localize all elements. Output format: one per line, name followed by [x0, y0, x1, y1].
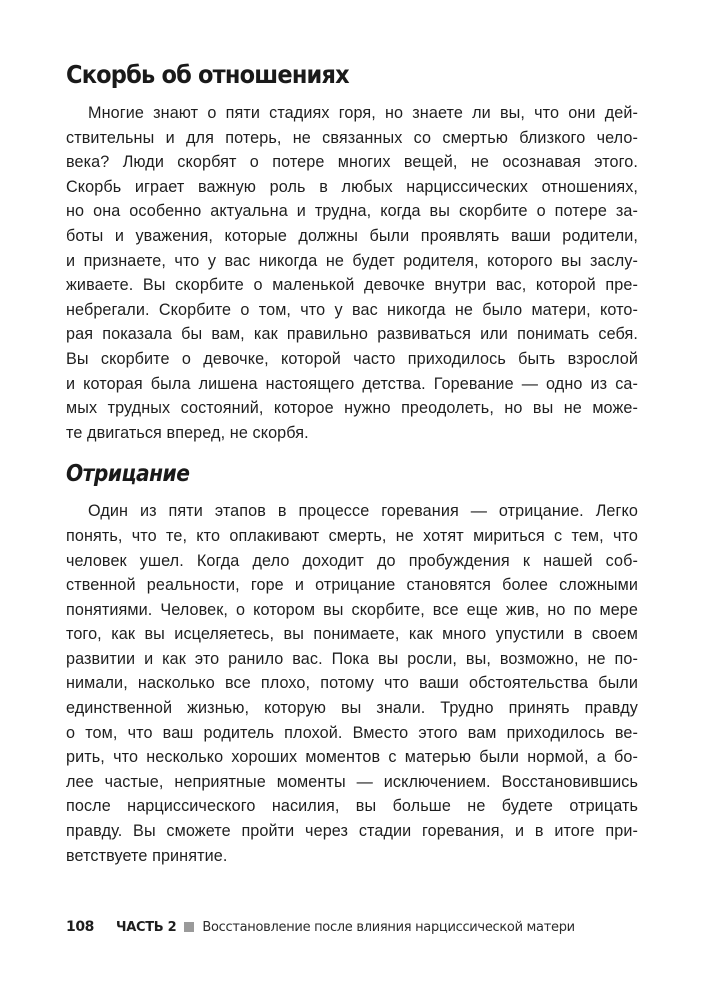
page-number: 108 [66, 919, 95, 935]
text-line: человек ушел. Когда дело доходит до пробуждения к нашей соб- [66, 551, 638, 570]
text-line: и которая была лишена настоящего детства. Горевание — одно из са- [66, 374, 638, 393]
text-line: небрегали. Скорбите о том, что у вас никогда не было матери, кото- [66, 300, 638, 319]
text-line: мых трудных состояний, которое нужно преодолеть, но вы не може- [66, 399, 638, 418]
text-line: после нарциссического насилия, вы больше не будете отрицать [66, 797, 638, 816]
text-line: боты и уважения, которые должны были проявлять ваши родители, [66, 226, 638, 245]
text-line: Скорбь играет важную роль в любых нарциссических отношениях, [66, 177, 638, 196]
text-line: рить, что несколько хороших моментов с матерью были нормой, а бо- [66, 748, 638, 767]
text-line: того, как вы исцеляетесь, вы понимаете, как много упустили в своем [66, 625, 638, 644]
text-line: Многие знают о пяти стадиях горя, но знаете ли вы, что они дей- [88, 104, 638, 122]
page-content [66, 58, 638, 868]
text-line: Вы скорбите о девочке, которой часто приходилось быть взрослой [66, 349, 638, 368]
text-line: лее частые, неприятные моменты — исключением. Восстановившись [66, 772, 638, 791]
text-line: живаете. Вы скорбите о маленькой девочке внутри вас, которой пре- [66, 276, 638, 295]
text-line: ственной реальности, горе и отрицание становятся более сложными [66, 576, 638, 595]
running-chapter-title: Восстановление после влияния нарциссической матери [202, 919, 575, 935]
text-line: развитии и как это ранило вас. Пока вы росли, вы, возможно, не по- [66, 649, 638, 668]
text-line: нимали, насколько все плохо, потому что ваши обстоятельства были [66, 674, 638, 693]
text-line: но она особенно актуальна и трудна, когда вы скорбите о потере за- [66, 202, 638, 221]
text-line: Один из пяти этапов в процессе горевания — отрицание. Легко [88, 502, 638, 521]
section-paragraph [66, 101, 638, 445]
page-footer [66, 915, 638, 939]
subsection-heading: Отрицание [66, 461, 190, 488]
text-line: понять, что те, кто оплакивают смерть, не хотят мириться с тем, что [66, 526, 638, 545]
text-line: рая показала бы вам, как правильно развиваться или понимать себя. [66, 325, 638, 344]
subsection-paragraph [66, 499, 638, 868]
separator-square-icon [184, 922, 194, 932]
text-line: понятиями. Человек, о котором вы скорбите, все еще жив, но по мере [66, 600, 638, 619]
section-heading: Скорбь об отношениях [66, 60, 349, 89]
text-line: ветствуете принятие. [66, 846, 228, 865]
text-line: единственной жизнью, которую вы знали. Трудно принять правду [66, 699, 638, 718]
text-line: о том, что ваш родитель плохой. Вместо этого вам приходилось ве- [66, 723, 638, 742]
text-line: те двигаться вперед, не скорбя. [66, 423, 309, 442]
part-label: ЧАСТЬ 2 [116, 919, 177, 935]
text-line: ствительны и для потерь, не связанных со смертью близкого чело- [66, 128, 638, 147]
text-line: и признаете, что у вас никогда не будет родителя, которого вы заслу- [66, 251, 638, 270]
text-line: века? Люди скорбят о потере многих вещей, не осознавая этого. [66, 153, 638, 172]
text-line: правду. Вы сможете пройти через стадии горевания, и в итоге при- [66, 822, 638, 841]
